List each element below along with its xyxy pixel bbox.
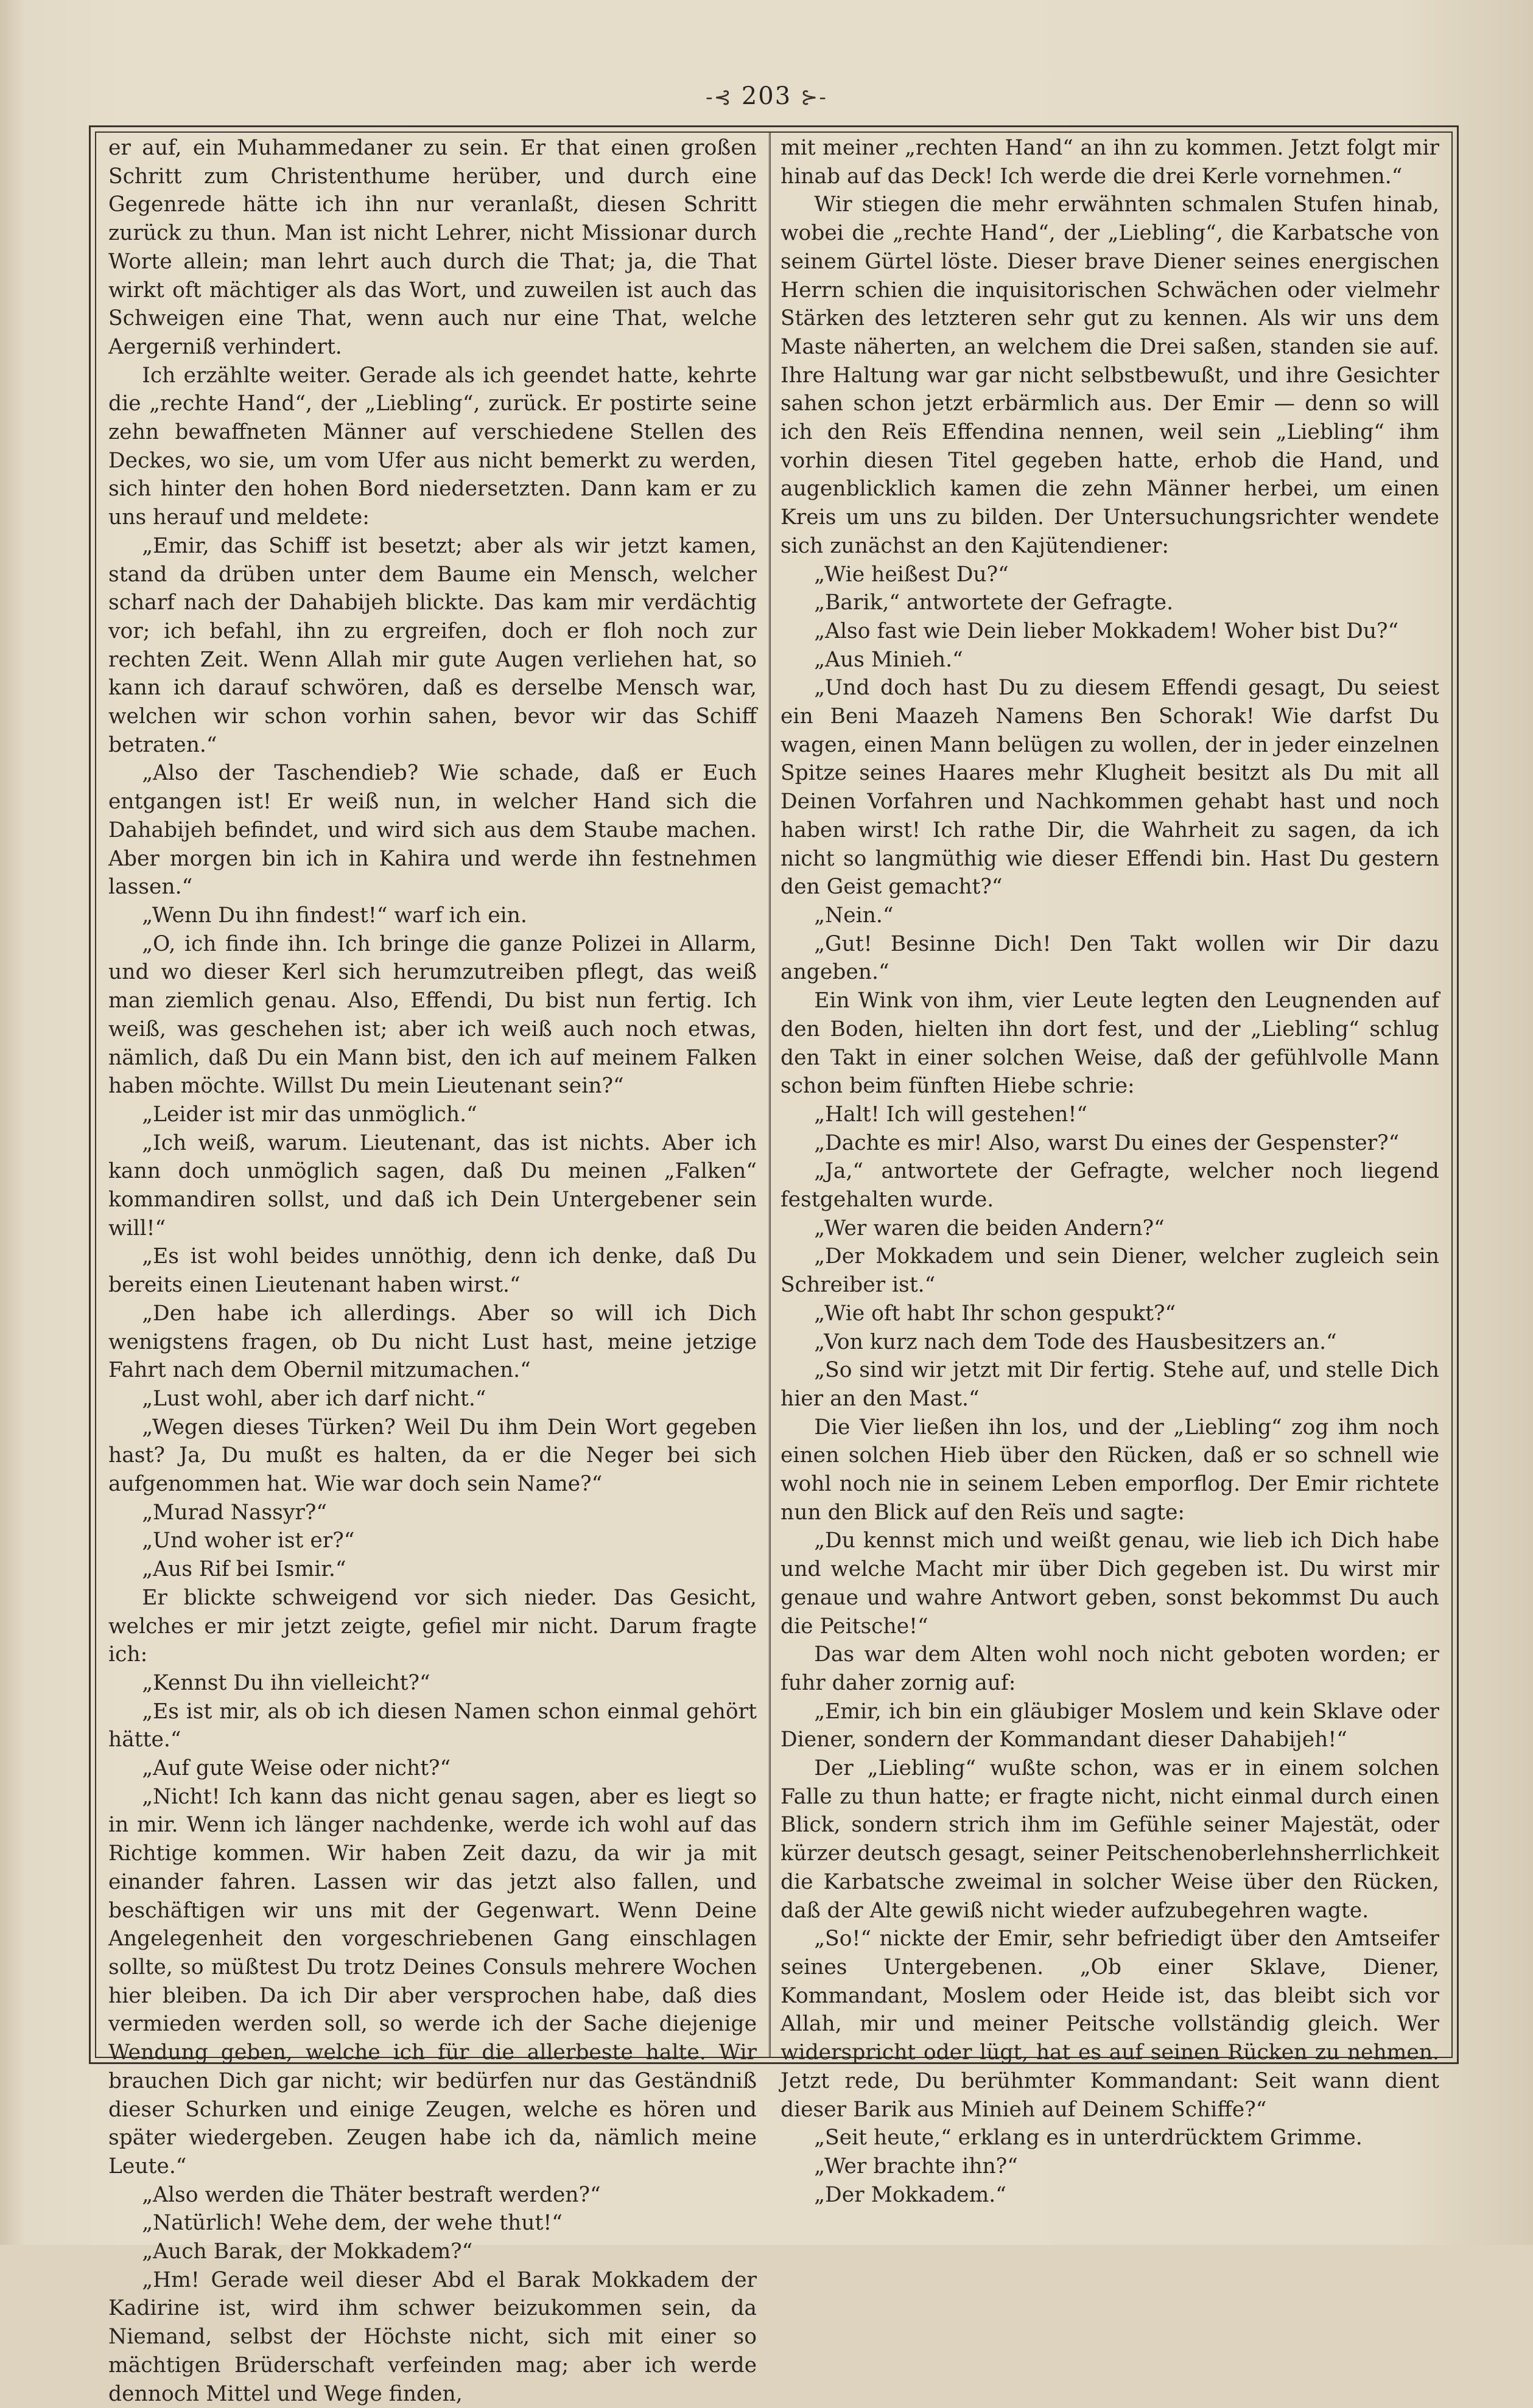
- paragraph: „Aus Rif bei Ismir.“: [142, 1557, 346, 1582]
- paragraph: „Und doch hast Du zu diesem Effendi gesagt, Du seiest ein Beni Maazeh Namens Ben Schorak! Wie darfst Du wagen, einen Mann belügen zu wollen, der in jeder einzelnen Spitze seines Haares mehr Klugheit besitzt als Du mit all Deinen Vorfahren und Nachkommen gehabt hast und noch haben wirst! Ich rathe Dir, die Wahrheit zu sagen, da ich nicht so langmüthig wie dieser Effendi bin. Hast Du gestern den Geist gemacht?“: [781, 676, 1439, 900]
- paragraph: „So sind wir jetzt mit Dir fertig. Stehe auf, und stelle Dich hier an den Mast.“: [781, 1358, 1439, 1411]
- paragraph: „Also der Taschendieb? Wie schade, daß er Euch entgangen ist! Er weiß nun, in welcher Hand sich die Dahabijeh befindet, und wird sich aus dem Staube machen. Aber morgen bin ich in Kahira und werde ihn festnehmen lassen.“: [108, 761, 757, 900]
- paragraph: „Es ist mir, als ob ich diesen Namen schon einmal gehört hätte.“: [108, 1699, 757, 1752]
- paragraph: „Es ist wohl beides unnöthig, denn ich denke, daß Du bereits einen Lieutenant haben wirst.“: [108, 1244, 757, 1298]
- paragraph: er auf, ein Muhammedaner zu sein. Er that einen großen Schritt zum Christenthume herüber, und durch eine Gegenrede hätte ich ihn nur veranlaßt, diesen Schritt zurück zu thun. Man ist nicht Lehrer, nicht Missionar durch Worte allein; man lehrt auch durch die That; ja, die That wirkt oft mächtiger als das Wort, und zuweilen ist auch das Schweigen eine That, wenn auch nur eine That, welche Aergerniß verhindert.: [108, 136, 757, 359]
- paragraph: „Seit heute,“ erklang es in unterdrücktem Grimme.: [814, 2126, 1363, 2151]
- ornament-left: -⊰: [706, 85, 733, 110]
- column-divider: [769, 131, 771, 2058]
- paragraph: „Auch Barak, der Mokkadem?“: [142, 2239, 473, 2264]
- paragraph: Der „Liebling“ wußte schon, was er in einem solchen Falle zu thun hatte; er fragte nicht, nicht einmal durch einen Blick, sondern strich ihm im Gefühle seiner Majestät, oder kürzer deutsch gesagt, seiner Peitschenoberlehnsherrlichkeit die Karbatsche zweimal in solcher Weise über den Rücken, daß der Alte gewiß nicht wieder aufzubegehren wagte.: [781, 1756, 1439, 1923]
- paragraph: „So!“ nickte der Emir, sehr befriedigt über den Amtseifer seines Untergebenen. „Ob einer Sklave, Diener, Kommandant, Moslem oder Heide ist, das bleibt sich vor Allah, mir und meiner Peitsche vollständig gleich. Wer widerspricht oder lügt, hat es auf seinen Rücken zu nehmen. Jetzt rede, Du berühmter Kommandant: Seit wann dient dieser Barik aus Minieh auf Deinem Schiffe?“: [781, 1927, 1439, 2122]
- paragraph: „Nicht! Ich kann das nicht genau sagen, aber es liegt so in mir. Wenn ich länger nachdenke, werde ich wohl auf das Richtige kommen. Wir haben Zeit dazu, da wir ja mit einander fahren. Lassen wir das jetzt also fallen, und beschäftigen wir uns mit der Gegenwart. Wenn Deine Angelegenheit den vorgeschriebenen Gang einschlagen sollte, so müßtest Du trotz Deines Consuls mehrere Wochen hier bleiben. Da ich Dir aber versprochen habe, daß dies vermieden werden soll, so werde ich der Sache diejenige Wendung geben, welche ich für die allerbeste halte. Wir brauchen Dich gar nicht; wir bedürfen nur das Geständniß dieser Schurken und einige Zeugen, welche es hören und später wiedergeben. Zeugen habe ich da, nämlich meine Leute.“: [108, 1784, 757, 2179]
- paragraph: Die Vier ließen ihn los, und der „Liebling“ zog ihm noch einen solchen Hieb über den Rücken, daß er so schnell wie wohl noch nie in seinem Leben emporflog. Der Emir richtete nun den Blick auf den Reïs und sagte:: [781, 1415, 1439, 1525]
- paragraph: Das war dem Alten wohl noch nicht geboten worden; er fuhr daher zornig auf:: [781, 1642, 1439, 1695]
- paragraph: „Den habe ich allerdings. Aber so will ich Dich wenigstens fragen, ob Du nicht Lust hast, meine jetzige Fahrt nach dem Obernil mitzumachen.“: [108, 1301, 757, 1383]
- paragraph: Er blickte schweigend vor sich nieder. Das Gesicht, welches er mir jetzt zeigte, gefiel mir nicht. Darum fragte ich:: [108, 1585, 757, 1667]
- paragraph: „Auf gute Weise oder nicht?“: [142, 1756, 451, 1781]
- paragraph: „Von kurz nach dem Tode des Hausbesitzers an.“: [814, 1329, 1337, 1354]
- paragraph: „Leider ist mir das unmöglich.“: [142, 1102, 477, 1127]
- text-column-left: [108, 134, 757, 2406]
- paragraph: „Dachte es mir! Also, warst Du eines der Gespenster?“: [814, 1130, 1400, 1155]
- paragraph: „Halt! Ich will gestehen!“: [814, 1102, 1088, 1127]
- paragraph: Wir stiegen die mehr erwähnten schmalen Stufen hinab, wobei die „rechte Hand“, der „Liebling“, die Karbatsche von seinem Gürtel löste. Dieser brave Diener seines energischen Herrn schien die inquisitorischen Schwächen oder vielmehr Stärken des letzteren sehr gut zu kennen. Als wir uns dem Maste näherten, an welchem die Drei saßen, standen sie auf. Ihre Haltung war gar nicht selbstbewußt, und ihre Gesichter sahen schon jetzt erbärmlich aus. Der Emir — denn so will ich den Reïs Effendina nennen, weil sein „Liebling“ ihm vorhin diesen Titel gegeben hatte, erhob die Hand, und augenblicklich kamen die zehn Männer herbei, um einen Kreis um uns zu bilden. Der Untersuchungsrichter wendete sich zunächst an den Kajütendiener:: [781, 192, 1439, 558]
- paragraph: „Nein.“: [814, 903, 894, 928]
- paragraph: „Also fast wie Dein lieber Mokkadem! Woher bist Du?“: [814, 618, 1399, 643]
- paragraph: Ich erzählte weiter. Gerade als ich geendet hatte, kehrte die „rechte Hand“, der „Liebling“, zurück. Er postirte seine zehn bewaffneten Männer auf verschiedene Stellen des Deckes, wo sie, um vom Ufer aus nicht bemerkt zu werden, sich hinter den hohen Bord niedersetzten. Dann kam er zu uns herauf und meldete:: [108, 363, 757, 530]
- ornament-right: ⊱-: [800, 85, 827, 110]
- paragraph: „Aus Minieh.“: [814, 647, 963, 672]
- paragraph: „Also werden die Thäter bestraft werden?“: [142, 2182, 601, 2207]
- paragraph: Ein Wink von ihm, vier Leute legten den Leugnenden auf den Boden, hielten ihn dort fest, und der „Liebling“ schlug den Takt in einer solchen Weise, daß der gefühlvolle Mann schon beim fünften Hiebe schrie:: [781, 989, 1439, 1099]
- paragraph: „Murad Nassyr?“: [142, 1500, 327, 1525]
- paragraph: „Emir, ich bin ein gläubiger Moslem und kein Sklave oder Diener, sondern der Kommandant dieser Dahabijeh!“: [781, 1699, 1439, 1752]
- paragraph: „Lust wohl, aber ich darf nicht.“: [142, 1386, 486, 1411]
- paragraph: „Der Mokkadem und sein Diener, welcher zugleich sein Schreiber ist.“: [781, 1244, 1439, 1298]
- paragraph: „O, ich finde ihn. Ich bringe die ganze Polizei in Allarm, und wo dieser Kerl sich herumzutreiben pflegt, das weiß man ziemlich genau. Also, Effendi, Du bist nun fertig. Ich weiß, was geschehen ist; aber ich weiß auch noch etwas, nämlich, daß Du ein Mann bist, den ich auf meinem Falken haben möchte. Willst Du mein Lieutenant sein?“: [108, 931, 757, 1099]
- paragraph: „Wer waren die beiden Andern?“: [814, 1216, 1165, 1241]
- paragraph: „Kennst Du ihn vielleicht?“: [142, 1670, 430, 1695]
- paragraph: „Natürlich! Wehe dem, der wehe thut!“: [142, 2211, 563, 2236]
- paragraph: mit meiner „rechten Hand“ an ihn zu kommen. Jetzt folgt mir hinab auf das Deck! Ich werde die drei Kerle vornehmen.“: [781, 136, 1439, 189]
- paragraph: „Ich weiß, warum. Lieutenant, das ist nichts. Aber ich kann doch unmöglich sagen, daß Du meinen „Falken“ kommandiren sollst, und daß ich Dein Untergebener sein will!“: [108, 1130, 757, 1241]
- paragraph: „Hm! Gerade weil dieser Abd el Barak Mokkadem der Kadirine ist, wird ihm schwer beizukommen sein, da Niemand, selbst der Höchste nicht, sich mit einer so mächtigen Brüderschaft verfeinden mag; aber ich werde dennoch Mittel und Wege finden,: [108, 2267, 757, 2406]
- paragraph: „Barik,“ antwortete der Gefragte.: [814, 590, 1174, 615]
- page-header: [693, 78, 840, 114]
- paragraph: „Und woher ist er?“: [142, 1528, 355, 1553]
- paragraph: „Wie heißest Du?“: [814, 562, 1009, 587]
- paragraph: „Wie oft habt Ihr schon gespukt?“: [814, 1301, 1176, 1326]
- paragraph: „Wer brachte ihn?“: [814, 2154, 1018, 2179]
- text-column-right: [781, 134, 1439, 2207]
- paragraph: „Du kennst mich und weißt genau, wie lieb ich Dich habe und welche Macht mir über Dich gegeben ist. Du wirst mir genaue und wahre Antwort geben, sonst bekommst Du auch die Peitsche!“: [781, 1528, 1439, 1639]
- paragraph: „Gut! Besinne Dich! Den Takt wollen wir Dir dazu angeben.“: [781, 931, 1439, 985]
- paragraph: „Ja,“ antwortete der Gefragte, welcher noch liegend festgehalten wurde.: [781, 1159, 1439, 1213]
- paragraph: „Der Mokkadem.“: [814, 2182, 1006, 2207]
- paragraph: „Emir, das Schiff ist besetzt; aber als wir jetzt kamen, stand da drüben unter dem Baume ein Mensch, welcher scharf nach der Dahabijeh blickte. Das kam mir verdächtig vor; ich befahl, ihn zu ergreifen, doch er floh noch zur rechten Zeit. Wenn Allah mir gute Augen verliehen hat, so kann ich darauf schwören, daß es derselbe Mensch war, welchen wir schon vorhin sahen, bevor wir das Schiff betraten.“: [108, 533, 757, 757]
- paragraph: „Wenn Du ihn findest!“ warf ich ein.: [142, 903, 527, 928]
- page-number: 203: [741, 82, 792, 110]
- paragraph: „Wegen dieses Türken? Weil Du ihm Dein Wort gegeben hast? Ja, Du mußt es halten, da er die Neger bei sich aufgenommen hat. Wie war doch sein Name?“: [108, 1415, 757, 1497]
